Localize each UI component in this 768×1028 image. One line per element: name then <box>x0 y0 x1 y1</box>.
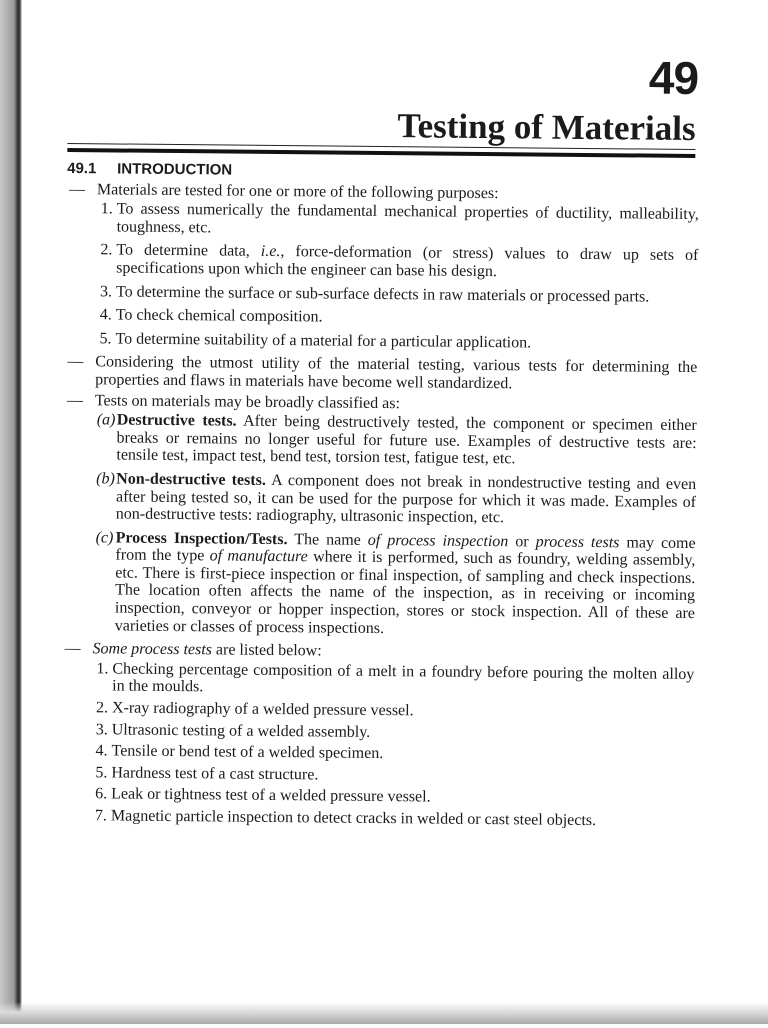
category-destructive: (a) Destructive tests. After being destructively tested, the component or specimen either breaks or remains no longer useful for future use. Examples of destructive tests are: tensile test, impact test, bend test, torsion test, fatigue test, etc. <box>96 411 697 468</box>
list-item: 6. Leak or tightness test of a welded pressure vessel. <box>95 785 431 806</box>
purposes-intro: Materials are tested for one or more of the following purposes: <box>96 180 499 202</box>
list-item: 2. To determine data, i.e., force-deformation (or stress) values to draw up sets of specifications upon which the engineer can base his design. <box>100 241 699 281</box>
list-item: 5. Hardness test of a cast structure. <box>95 764 319 784</box>
title-rule-thick <box>67 148 695 158</box>
chapter-number: 49 <box>648 51 699 105</box>
classification-block <box>63 392 697 641</box>
list-item: 4. To check chemical composition. <box>99 306 323 326</box>
section-number: 49.1 <box>67 159 97 178</box>
list-item: 1. Checking percentage composition of a melt in a foundry before pouring the molten alloy in the moulds. <box>96 660 695 696</box>
list-item: 7. Magnetic particle inspection to detect cracks in welded or cast steel objects. <box>94 807 597 830</box>
utility-paragraph: — Considering the utmost utility of the material testing, various tests for determining the properties and flaws in materials have become well standardized. <box>67 353 698 393</box>
purposes-block <box>65 181 699 354</box>
list-item: 3. To determine the surface or sub-surface defects in raw materials or processed parts. <box>99 282 650 306</box>
process-tests-list <box>91 660 695 831</box>
test-categories <box>93 411 697 640</box>
dash-bullet: — <box>64 640 81 658</box>
dash-bullet: — <box>66 391 84 409</box>
list-item: 1. To assess numerically the fundamental mechanical properties of ductility, malleability, toughness, etc. <box>100 200 699 237</box>
list-item: 2. X-ray radiography of a welded pressure vessel. <box>95 699 414 720</box>
list-item: 5. To determine suitability of a material for a particular application. <box>99 330 532 352</box>
dash-bullet: — <box>67 353 84 371</box>
process-tests-intro: Some process tests are listed below: <box>92 640 322 660</box>
list-item: 3. Ultrasonic testing of a welded assembly. <box>95 720 371 741</box>
list-item: 4. Tensile or bend test of a welded specimen. <box>95 742 384 763</box>
process-tests-block <box>61 640 695 830</box>
classification-intro: Tests on materials may be broadly classified as: <box>94 391 401 412</box>
category-non-destructive: (b) Non-destructive tests. A component does not break in nondestructive testing and even after being tested so, it can be used for the purpose for which it was made. Examples of non-destructive tests: radiography, ultrasonic inspection, etc. <box>96 470 697 527</box>
page-content <box>61 160 699 835</box>
category-process-inspection: (c) Process Inspection/Tests. The name of process inspection or process tests may come from the type of manufacture where it is performed, such as foundry, welding assembly, etc. There is first-piece inspection or final inspection, of sampling and check inspections. The location often affects the name of the inspection, as in receiving or incoming inspection, conveyor or hopper inspection, stores or stock inspection. All of these are varieties or classes of process inspections. <box>95 528 696 637</box>
chapter-title: Testing of Materials <box>397 106 696 149</box>
page-bottom-shadow <box>0 1002 768 1024</box>
purposes-list <box>95 200 698 353</box>
dash-bullet: — <box>68 180 86 198</box>
section-title: INTRODUCTION <box>117 160 233 179</box>
section-heading <box>67 160 699 184</box>
